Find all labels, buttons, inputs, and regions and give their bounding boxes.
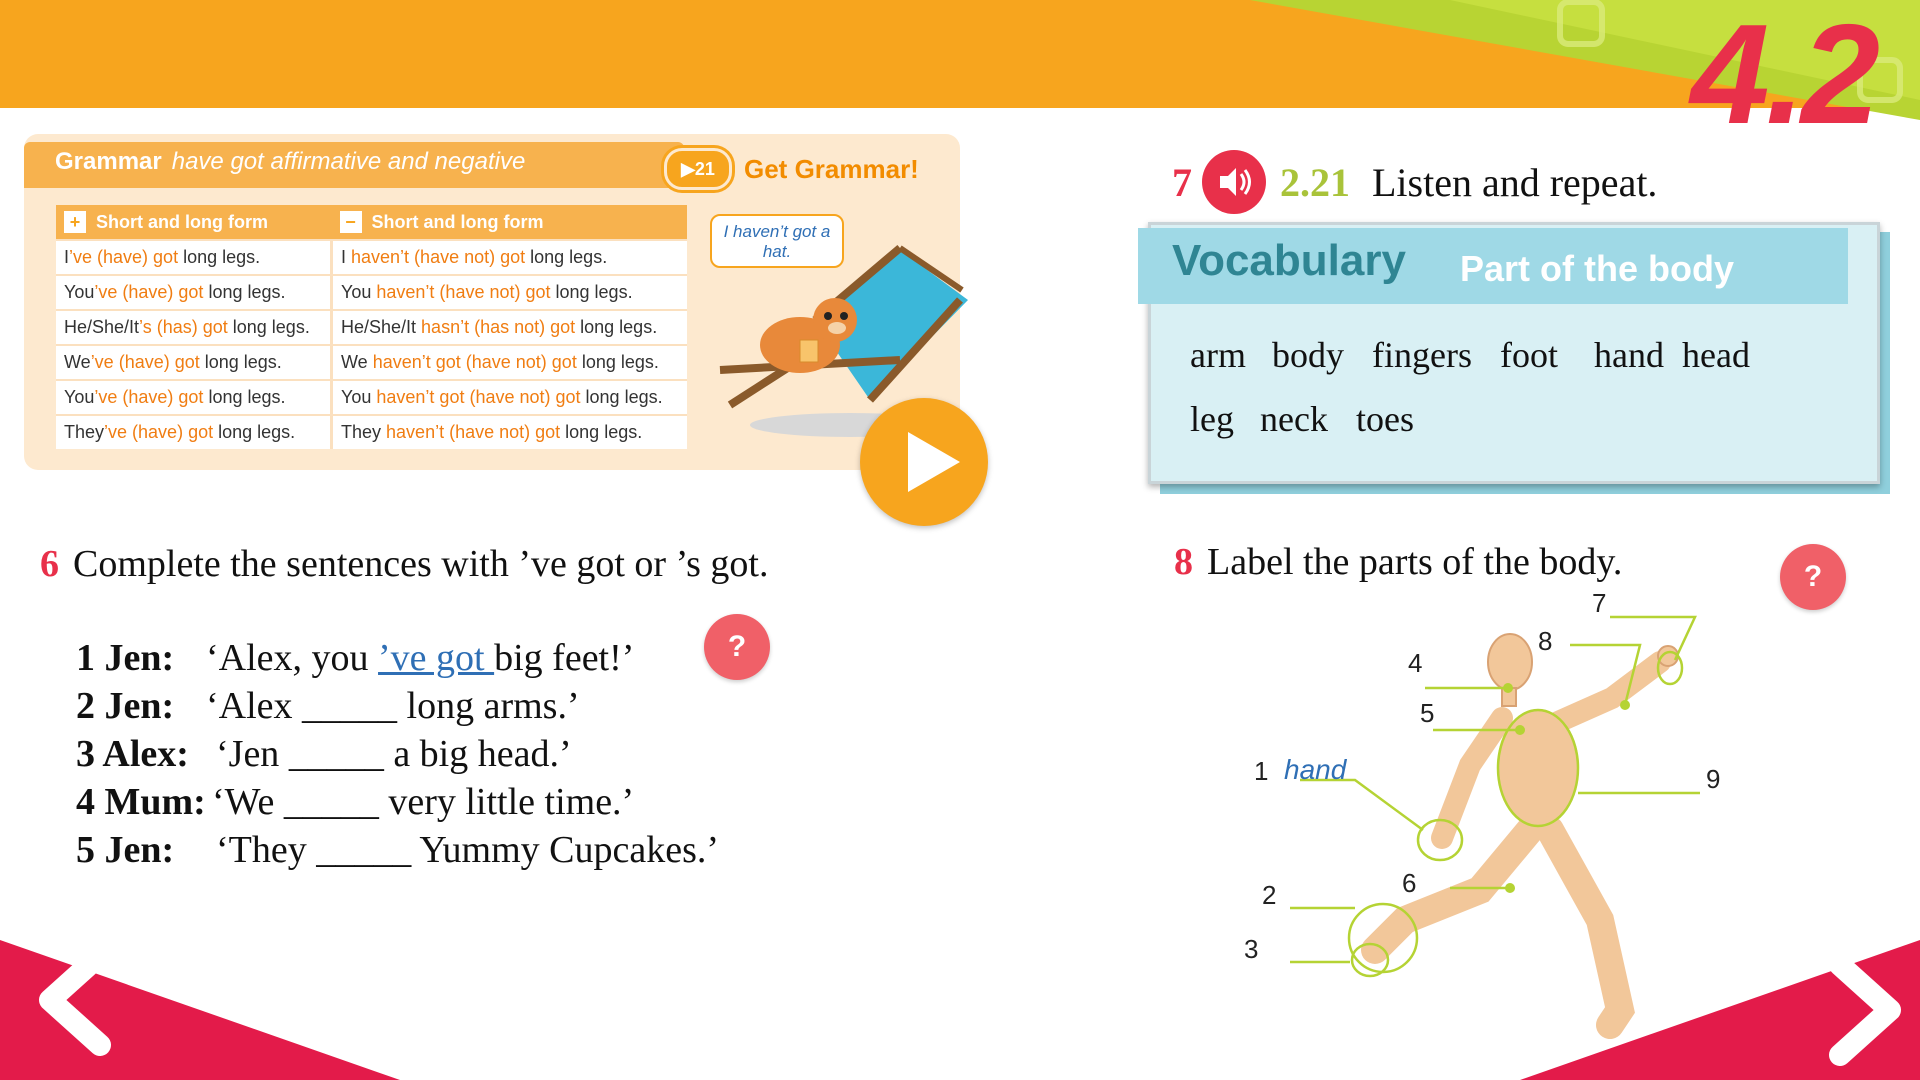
sentence-text: long legs.	[550, 282, 633, 302]
vocabulary-word[interactable]: neck	[1260, 399, 1328, 439]
exercise6-speaker: 2 Jen:	[76, 685, 175, 727]
vocabulary-word[interactable]: body	[1272, 335, 1344, 375]
body-label-number: 1	[1254, 756, 1269, 786]
exercise6-before: ‘They	[216, 829, 317, 871]
sentence-text: You	[341, 387, 377, 407]
exercise6-help-button[interactable]: ?	[704, 614, 770, 680]
body-label-number: 6	[1402, 868, 1417, 898]
negative-cell	[332, 345, 688, 380]
exercise6-speaker: 4 Mum:	[76, 781, 206, 823]
sentence-text: long legs.	[525, 247, 608, 267]
vocabulary-word[interactable]: arm	[1190, 335, 1246, 375]
grammar-title	[55, 148, 525, 176]
sentence-text: He/She/It	[64, 317, 140, 337]
exercise6-before: ‘Alex	[206, 685, 303, 727]
affirmative-cell	[56, 345, 332, 380]
exercise6-number: 6	[40, 543, 59, 585]
affirmative-column-label: Short and long form	[96, 212, 268, 232]
verb-form-highlight: haven’t got (have not) got	[376, 387, 581, 407]
negative-column-header	[332, 205, 688, 240]
exercise8-help-button[interactable]: ?	[1780, 544, 1846, 610]
body-label-number: 9	[1706, 764, 1721, 794]
negative-cell	[332, 415, 688, 449]
exercise6-answer[interactable]: ’ve got	[378, 637, 495, 679]
vocabulary-word[interactable]: hand	[1594, 335, 1664, 375]
exercise6-instruction-text: Complete the sentences with ’ve got or ’s got.	[73, 543, 769, 585]
sentence-text: They	[64, 422, 105, 442]
body-label-number: 4	[1408, 648, 1423, 678]
negative-cell	[332, 380, 688, 415]
negative-cell	[332, 240, 688, 275]
exercise6-item	[76, 828, 719, 872]
vocabulary-word[interactable]: head	[1682, 335, 1750, 375]
exercise6-speaker: 1 Jen:	[76, 637, 175, 679]
exercise6-after: a big head.’	[383, 733, 572, 775]
grammar-table-row	[56, 310, 687, 345]
verb-form-highlight: haven’t (have not) got	[351, 247, 526, 267]
affirmative-cell	[56, 380, 332, 415]
sentence-text: You	[341, 282, 377, 302]
vocabulary-word[interactable]: leg	[1190, 399, 1234, 439]
previous-page-button[interactable]	[30, 940, 120, 1060]
exercise6-item	[76, 732, 572, 776]
exercise6-before: ‘We	[212, 781, 284, 823]
sentence-text: long legs.	[560, 422, 643, 442]
exercise6-blank[interactable]: _____	[288, 733, 384, 775]
grammar-table-body	[56, 240, 687, 449]
exercise6-item	[76, 636, 634, 680]
exercise6-after: big feet!’	[494, 637, 635, 679]
exercise7-instruction-text: Listen and repeat.	[1372, 159, 1658, 205]
negative-cell	[332, 310, 688, 345]
affirmative-column-header	[56, 205, 332, 240]
sentence-text: long legs.	[227, 317, 310, 337]
get-grammar-link[interactable]	[664, 148, 919, 190]
body-label-answer[interactable]: hand	[1284, 754, 1347, 785]
audio-track-number: 21	[694, 158, 715, 179]
audio-track-badge[interactable]	[664, 148, 732, 190]
grammar-table-header-row	[56, 205, 687, 240]
verb-form-highlight: ’ve (have) got	[69, 247, 179, 267]
next-page-button[interactable]	[1820, 950, 1910, 1070]
grammar-table-row	[56, 415, 687, 449]
grammar-table-row	[56, 275, 687, 310]
exercise7-number: 7	[1172, 159, 1192, 205]
sentence-text: He/She/It	[341, 317, 422, 337]
negative-cell	[332, 275, 688, 310]
grammar-title-label: Grammar	[55, 148, 162, 175]
vocabulary-title: Vocabulary	[1172, 236, 1406, 285]
grammar-table-row	[56, 240, 687, 275]
sentence-text: long legs.	[178, 247, 261, 267]
affirmative-cell	[56, 240, 332, 275]
speech-bubble: I haven’t got a hat.	[710, 214, 844, 268]
exercise6-after: Yummy Cupcakes.’	[411, 829, 720, 871]
grammar-table-row	[56, 345, 687, 380]
exercise6-after: long arms.’	[397, 685, 580, 727]
verb-form-highlight: haven’t (have not) got	[386, 422, 561, 442]
lesson-number: 4.2	[1690, 0, 1876, 154]
exercise6-item	[76, 684, 580, 728]
sentence-text: We	[341, 352, 373, 372]
verb-form-highlight: ’s (has) got	[139, 317, 228, 337]
affirmative-cell	[56, 275, 332, 310]
exercise6-instruction	[40, 542, 768, 586]
exercise6-item	[76, 780, 634, 824]
vocabulary-subtitle: Part of the body	[1460, 248, 1735, 289]
exercise8-instruction	[1174, 540, 1622, 584]
sentence-text: They	[341, 422, 387, 442]
sentence-text: long legs.	[575, 317, 658, 337]
affirmative-cell	[56, 415, 332, 449]
play-video-button[interactable]	[860, 398, 988, 526]
vocabulary-word[interactable]: toes	[1356, 399, 1414, 439]
exercise8-instruction-text: Label the parts of the body.	[1207, 541, 1623, 583]
plus-icon: +	[64, 211, 86, 233]
verb-form-highlight: haven’t got (have not) got	[372, 352, 577, 372]
exercise6-before: ‘Jen	[216, 733, 289, 775]
exercise7-instruction	[1172, 150, 1657, 214]
verb-form-highlight: haven’t (have not) got	[376, 282, 551, 302]
vocabulary-word[interactable]: fingers	[1372, 335, 1472, 375]
verb-form-highlight: hasn’t (has not) got	[421, 317, 576, 337]
body-label-number: 3	[1244, 934, 1259, 964]
verb-form-highlight: ’ve (have) got	[90, 352, 200, 372]
body-label-number: 2	[1262, 880, 1277, 910]
play-icon	[860, 398, 988, 526]
minus-icon: −	[340, 211, 362, 233]
vocabulary-word[interactable]: foot	[1500, 335, 1558, 375]
exercise6-blank[interactable]: _____	[283, 781, 379, 823]
sentence-text: long legs.	[580, 387, 663, 407]
get-grammar-label: Get Grammar!	[744, 153, 919, 184]
exercise8-number: 8	[1174, 541, 1193, 583]
verb-form-highlight: ’ve (have) got	[94, 387, 204, 407]
sentence-text: We	[64, 352, 91, 372]
sentence-text: long legs.	[576, 352, 659, 372]
sentence-text: You	[64, 387, 95, 407]
sentence-text: You	[64, 282, 95, 302]
body-label-number: 8	[1538, 626, 1553, 656]
play-small-icon: ▶	[681, 158, 695, 179]
exercise6-speaker: 5 Jen:	[76, 829, 175, 871]
sentence-text: long legs.	[203, 387, 286, 407]
speaker-icon	[1202, 150, 1266, 214]
negative-column-label: Short and long form	[371, 212, 544, 232]
sentence-text: I	[64, 247, 70, 267]
body-label-number: 7	[1592, 588, 1607, 618]
verb-form-highlight: ’ve (have) got	[104, 422, 214, 442]
sentence-text: long legs.	[213, 422, 296, 442]
exercise6-blank[interactable]: _____	[302, 685, 398, 727]
sentence-text: I	[341, 247, 352, 267]
exercise6-blank[interactable]: _____	[316, 829, 412, 871]
grammar-subtitle: have got affirmative and negative	[171, 148, 526, 175]
grammar-table	[56, 205, 687, 449]
exercise6-before: ‘Alex, you	[206, 637, 379, 679]
exercise6-speaker: 3 Alex:	[76, 733, 189, 775]
body-label-number: 5	[1420, 698, 1435, 728]
grammar-table-row	[56, 380, 687, 415]
exercise6-after: very little time.’	[378, 781, 635, 823]
sentence-text: long legs.	[199, 352, 282, 372]
sentence-text: long legs.	[203, 282, 286, 302]
affirmative-cell	[56, 310, 332, 345]
audio-track-number: 2.21	[1280, 159, 1350, 205]
listen-audio-button[interactable]	[1202, 150, 1266, 214]
verb-form-highlight: ’ve (have) got	[94, 282, 204, 302]
